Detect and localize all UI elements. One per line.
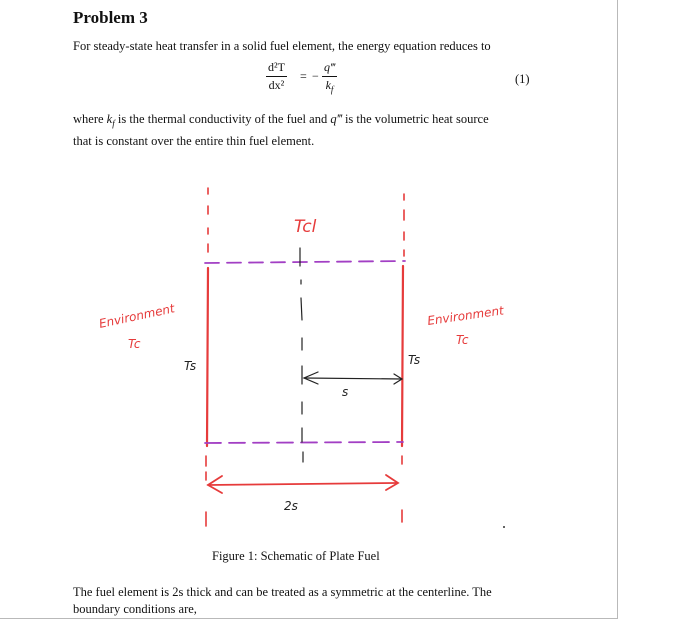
closing-line-2: boundary conditions are, bbox=[73, 602, 197, 616]
closing-line-1: The fuel element is 2s thick and can be treated as a symmetric at the centerline. The bbox=[73, 585, 492, 599]
rhs-fraction bbox=[322, 60, 337, 94]
where-c: is the volumetric heat source bbox=[341, 112, 489, 126]
energy-equation bbox=[252, 60, 362, 108]
where-k-sub: f bbox=[112, 118, 115, 129]
where-a: where bbox=[73, 112, 107, 126]
rhs-numerator: q‴ bbox=[324, 60, 336, 74]
rhs-denominator bbox=[322, 76, 337, 94]
lhs-numerator: d²T bbox=[268, 60, 285, 74]
where-b: is the thermal conductivity of the fuel and bbox=[114, 112, 331, 126]
right-environment-temperature: Tc bbox=[456, 333, 469, 347]
where-text bbox=[73, 111, 553, 150]
left-environment-temperature: Tc bbox=[128, 337, 141, 351]
half-width-label: s bbox=[342, 385, 349, 399]
left-environment-label: Environment bbox=[97, 301, 176, 331]
equation-number: (1) bbox=[515, 72, 530, 86]
where-line2: that is constant over the entire thin fuel element. bbox=[73, 133, 315, 148]
minus-sign: − bbox=[312, 69, 319, 83]
bottom-dashed-boundary bbox=[205, 442, 403, 443]
problem-heading: Problem 3 bbox=[73, 8, 148, 27]
right-environment-label: Environment bbox=[426, 303, 505, 328]
top-dashed-boundary bbox=[205, 261, 405, 263]
centerline bbox=[300, 248, 303, 462]
full-width-arrow-line bbox=[208, 483, 396, 485]
right-plate-surface bbox=[402, 266, 403, 446]
lhs-denominator: dx² bbox=[266, 76, 287, 93]
closing-text bbox=[73, 584, 553, 618]
where-k: k bbox=[106, 112, 113, 126]
rhs-k: k bbox=[325, 78, 331, 92]
lhs-fraction bbox=[266, 60, 287, 93]
figure-caption: Figure 1: Schematic of Plate Fuel bbox=[212, 549, 380, 563]
right-surface-temperature: Ts bbox=[408, 353, 421, 367]
stray-dot bbox=[503, 526, 505, 528]
intro-text: For steady-state heat transfer in a solid fuel element, the energy equation reduces to bbox=[73, 39, 491, 53]
equals-sign: = bbox=[300, 69, 307, 83]
centerline-temperature-label: Tcl bbox=[294, 217, 317, 237]
left-surface-temperature: Ts bbox=[184, 359, 197, 373]
rhs-k-sub: f bbox=[330, 84, 334, 95]
half-width-arrow-line bbox=[304, 378, 402, 379]
left-plate-surface bbox=[207, 268, 208, 446]
where-q: q‴ bbox=[330, 112, 342, 126]
plate-fuel-schematic bbox=[0, 170, 618, 540]
full-width-label: 2s bbox=[284, 499, 298, 513]
